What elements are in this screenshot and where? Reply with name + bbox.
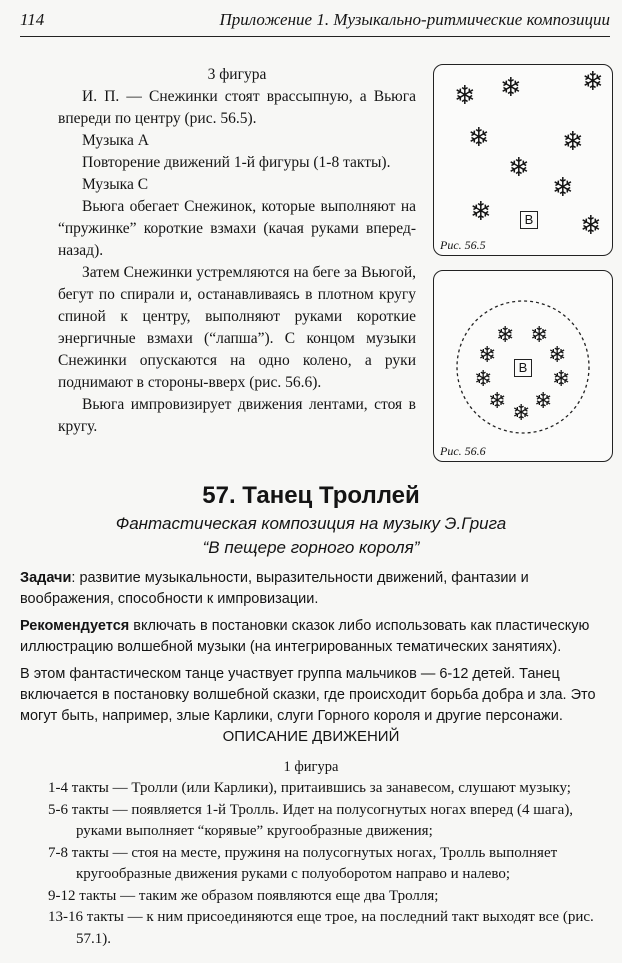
page-number: 114 — [20, 10, 45, 29]
figure-1-heading: 1 фигура — [283, 759, 339, 775]
list-item: 7-8 такты — стоя на месте, пружиня на полусогнутых ногах, Тролль выполняет кругообразные движения руками с полуоборотом направо и налево; — [48, 844, 558, 882]
snowflake-icon: ❄ — [508, 153, 530, 183]
figure-caption: Рис. 56.5 — [440, 238, 486, 252]
snowflake-icon: ❄ — [562, 127, 584, 157]
blizzard-marker: В — [520, 211, 538, 229]
section-3-heading: 3 фигура — [207, 66, 267, 83]
list-item: 5-6 такты — появляется 1-й Тролль. Идет на полусогнутых ногах вперед (4 шага), руками выполняет “корявые” кругообразные движения; — [48, 801, 574, 839]
figure-56-5 — [433, 64, 613, 256]
dance-subtitle-line1: Фантастическая композиция на музыку Э.Грига — [115, 514, 507, 533]
recommended-paragraph — [20, 616, 616, 658]
paragraph: Вьюга обегает Снежинок, которые выполняют на “пружинке” короткие взмахи (качая руками вперед-назад). — [58, 198, 416, 259]
snowflake-icon: ❄ — [552, 367, 571, 392]
recommended-label: Рекомендуется — [20, 618, 130, 634]
list-item: 13-16 такты — к ним присоединяются еще трое, на последний такт выходят все (рис. 57.1). — [48, 909, 594, 947]
tasks-text: : развитие музыкальности, выразительности движений, фантазии и воображения, способности к импровизации. — [20, 570, 529, 607]
list-item: 1-4 такты — Тролли (или Карлики), притаившись за занавесом, слушают музыку; — [48, 780, 571, 796]
snowflake-icon: ❄ — [548, 343, 567, 368]
figure-56-6 — [433, 270, 613, 462]
snowflake-icon: ❄ — [582, 67, 604, 97]
running-title: Приложение 1. Музыкально-ритмические композиции — [219, 10, 610, 29]
dance-intro-text — [20, 568, 616, 727]
paragraph: И. П. — Снежинки стоят врассыпную, а Вьюга впереди по центру (рис. 56.5). — [58, 88, 416, 127]
recommended-text: включать в постановки сказок либо использовать как пластическую иллюстрацию волшебной музыки (на интегрированных тематических занятиях). — [20, 618, 590, 655]
steps-list — [48, 778, 614, 950]
snowflake-icon: ❄ — [454, 81, 476, 111]
dance-subtitle-line2: “В пещере горного короля” — [202, 538, 420, 557]
snowflake-icon: ❄ — [534, 389, 553, 414]
description-heading: ОПИСАНИЕ ДВИЖЕНИЙ — [222, 728, 400, 745]
music-c-label: Музыка С — [82, 176, 149, 193]
paragraph: Повторение движений 1-й фигуры (1-8 такты). — [82, 154, 391, 171]
music-a-label: Музыка А — [82, 132, 149, 149]
section-3-text — [58, 64, 416, 438]
snowflake-icon: ❄ — [468, 123, 490, 153]
snowflake-icon: ❄ — [512, 401, 531, 426]
snowflake-icon: ❄ — [478, 343, 497, 368]
snowflake-icon: ❄ — [470, 197, 492, 227]
tasks-paragraph — [20, 568, 616, 610]
snowflake-icon: ❄ — [488, 389, 507, 414]
paragraph: Затем Снежинки устремляются на беге за Вьюгой, бегут по спирали и, останавливаясь в плотном кругу спиной к центру, выполняют руками короткие энергичные взмахи (“лапша”). С концом музыки Снежинки опускаются на одно колено, а руки поднимают в стороны-вверх (рис. 56.6). — [58, 264, 416, 391]
blizzard-marker: В — [514, 359, 532, 377]
tasks-label: Задачи — [20, 570, 72, 586]
snowflake-icon: ❄ — [580, 211, 602, 241]
running-header — [20, 10, 610, 37]
snowflake-icon: ❄ — [500, 73, 522, 103]
list-item: 9-12 такты — таким же образом появляются еще два Тролля; — [48, 887, 439, 904]
intro-paragraph: В этом фантастическом танце участвует группа мальчиков — 6-12 детей. Танец включается в постановку волшебной сказки, где происходит борьба добра и зла. Это могут быть, например, злые Карлики, слуги Горного короля и другие персонажи. — [20, 666, 596, 724]
paragraph: Вьюга импровизирует движения лентами, стоя в кругу. — [58, 396, 416, 435]
dance-title: 57. Танец Троллей — [202, 482, 420, 509]
snowflake-icon: ❄ — [496, 323, 515, 348]
snowflake-icon: ❄ — [474, 367, 493, 392]
figure-caption: Рис. 56.6 — [440, 444, 486, 458]
snowflake-icon: ❄ — [552, 173, 574, 203]
snowflake-icon: ❄ — [530, 323, 549, 348]
